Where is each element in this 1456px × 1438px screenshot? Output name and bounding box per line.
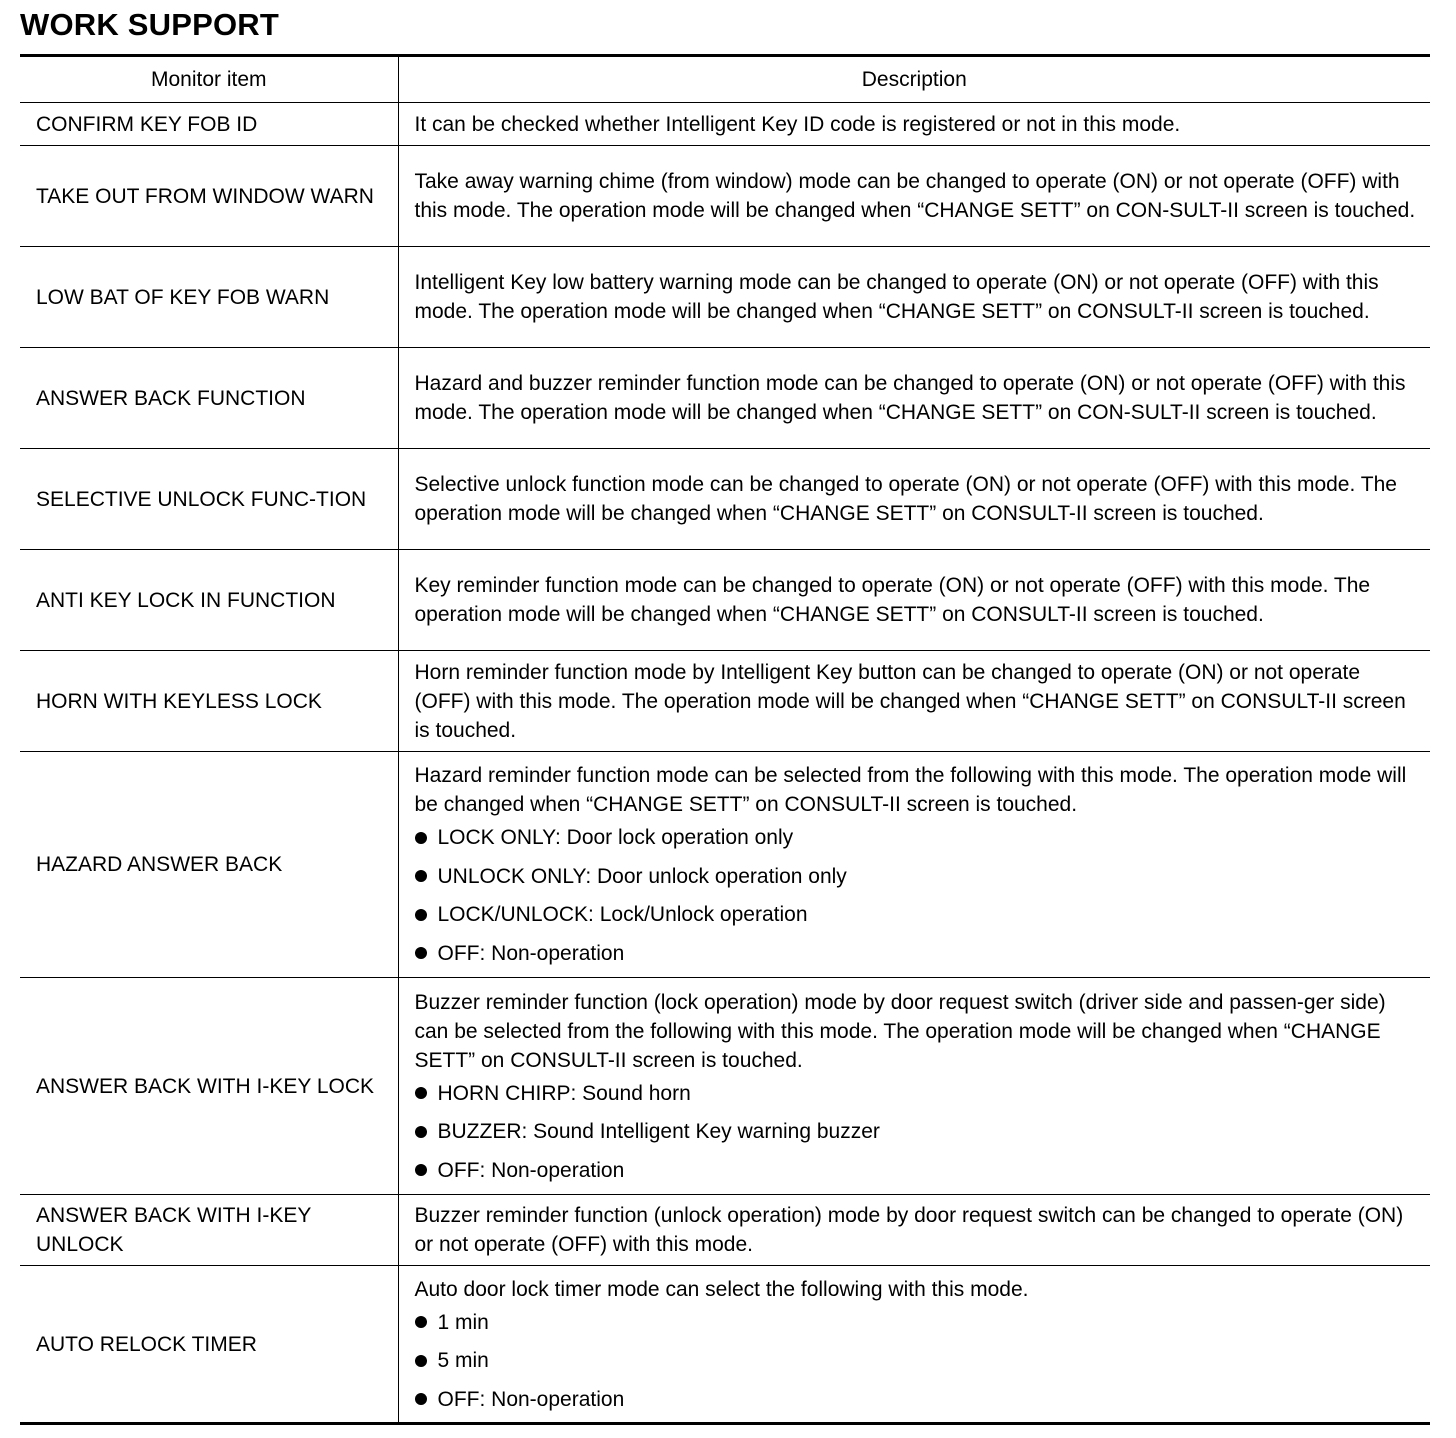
table-body xyxy=(20,103,1430,1424)
bullet-icon xyxy=(415,1164,427,1176)
description-cell xyxy=(398,103,1430,146)
description-cell xyxy=(398,146,1430,247)
description-text: Horn reminder function mode by Intelligent Key button can be changed to operate (ON) or not operate (OFF) with this mode. The operation mode will be changed when “CHANGE SETT” on CONSULT-II screen is touched. xyxy=(414,660,1406,742)
list-item xyxy=(415,1079,1417,1108)
option-list xyxy=(415,1079,1417,1185)
list-item xyxy=(415,862,1417,891)
monitor-item-cell: ANTI KEY LOCK IN FUNCTION xyxy=(20,550,398,651)
table-row xyxy=(20,103,1430,146)
list-item xyxy=(415,1308,1417,1337)
table-row xyxy=(20,449,1430,550)
description-text: Buzzer reminder function (lock operation) mode by door request switch (driver side and passen-ger side) can be selected from the following with this mode. The operation mode will be changed when “CHANGE SETT” on CONSULT-II screen is touched. xyxy=(414,990,1386,1072)
list-item xyxy=(415,1346,1417,1375)
monitor-item-cell: AUTO RELOCK TIMER xyxy=(20,1266,398,1424)
table-row xyxy=(20,348,1430,449)
table-row xyxy=(20,651,1430,752)
description-text: Buzzer reminder function (unlock operation) mode by door request switch can be changed to operate (ON) or not operate (OFF) with this mode. xyxy=(414,1204,1404,1256)
monitor-item-cell: ANSWER BACK WITH I-KEY UNLOCK xyxy=(20,1195,398,1266)
list-item xyxy=(415,1117,1417,1146)
monitor-item-cell: HAZARD ANSWER BACK xyxy=(20,752,398,978)
description-text: Key reminder function mode can be changed to operate (ON) or not operate (OFF) with this mode. The operation mode will be changed when “CHANGE SETT” on CONSULT-II screen is touched. xyxy=(414,574,1371,626)
description-cell xyxy=(398,449,1430,550)
monitor-item-cell: CONFIRM KEY FOB ID xyxy=(20,103,398,146)
monitor-item-cell: ANSWER BACK FUNCTION xyxy=(20,348,398,449)
column-header-monitor-item: Monitor item xyxy=(20,56,398,103)
list-item-text: OFF: Non-operation xyxy=(437,1158,625,1182)
list-item-text: 5 min xyxy=(437,1349,489,1372)
option-list xyxy=(415,823,1417,968)
description-cell xyxy=(398,978,1430,1195)
column-header-description: Description xyxy=(398,56,1430,103)
bullet-icon xyxy=(415,1316,427,1328)
bullet-icon xyxy=(415,1126,427,1138)
table-header-row xyxy=(20,56,1430,103)
monitor-item-cell: ANSWER BACK WITH I-KEY LOCK xyxy=(20,978,398,1195)
description-cell xyxy=(398,1266,1430,1424)
table-row xyxy=(20,550,1430,651)
table-row xyxy=(20,978,1430,1195)
description-text: It can be checked whether Intelligent Key ID code is registered or not in this mode. xyxy=(414,112,1181,136)
description-text: Hazard reminder function mode can be selected from the following with this mode. The operation mode will be changed when “CHANGE SETT” on CONSULT-II screen is touched. xyxy=(414,764,1407,817)
list-item-text: HORN CHIRP: Sound horn xyxy=(437,1081,691,1105)
list-item xyxy=(415,1385,1417,1414)
table-row xyxy=(20,247,1430,348)
monitor-item-cell: SELECTIVE UNLOCK FUNC-TION xyxy=(20,449,398,550)
list-item-text: OFF: Non-operation xyxy=(437,1387,625,1411)
table-row xyxy=(20,752,1430,978)
bullet-icon xyxy=(415,909,427,921)
bullet-icon xyxy=(415,1087,427,1099)
list-item xyxy=(415,939,1417,968)
description-text: Selective unlock function mode can be changed to operate (ON) or not operate (OFF) with this mode. The operation mode will be changed when “CHANGE SETT” on CONSULT-II screen is touched. xyxy=(414,473,1397,525)
description-text: Intelligent Key low battery warning mode can be changed to operate (ON) or not operate (OFF) with this mode. The operation mode will be changed when “CHANGE SETT” on CONSULT-II screen is touched. xyxy=(414,271,1379,323)
list-item-text: BUZZER: Sound Intelligent Key warning buzzer xyxy=(437,1120,880,1143)
list-item xyxy=(415,900,1417,929)
description-cell xyxy=(398,348,1430,449)
description-text: Take away warning chime (from window) mode can be changed to operate (ON) or not operate (OFF) with this mode. The operation mode will be changed when “CHANGE SETT” on CON-SULT-II screen is touched. xyxy=(414,170,1416,222)
table-row xyxy=(20,146,1430,247)
description-cell xyxy=(398,247,1430,348)
table-row xyxy=(20,1195,1430,1266)
list-item-text: UNLOCK ONLY: Door unlock operation only xyxy=(437,864,847,888)
monitor-item-cell: LOW BAT OF KEY FOB WARN xyxy=(20,247,398,348)
monitor-item-cell: HORN WITH KEYLESS LOCK xyxy=(20,651,398,752)
description-cell xyxy=(398,651,1430,752)
list-item-text: OFF: Non-operation xyxy=(437,941,625,965)
list-item xyxy=(415,1156,1417,1185)
work-support-table xyxy=(20,54,1430,1425)
description-cell xyxy=(398,1195,1430,1266)
table-row xyxy=(20,1266,1430,1424)
bullet-icon xyxy=(415,870,427,882)
list-item-text: 1 min xyxy=(437,1310,489,1334)
description-text: Auto door lock timer mode can select the following with this mode. xyxy=(414,1277,1029,1301)
option-list xyxy=(415,1308,1417,1414)
description-cell xyxy=(398,752,1430,978)
list-item xyxy=(415,823,1417,852)
list-item-text: LOCK/UNLOCK: Lock/Unlock operation xyxy=(437,903,808,927)
description-cell xyxy=(398,550,1430,651)
section-title: WORK SUPPORT xyxy=(20,7,280,42)
bullet-icon xyxy=(415,1393,427,1405)
list-item-text: LOCK ONLY: Door lock operation only xyxy=(437,826,794,850)
description-text: Hazard and buzzer reminder function mode can be changed to operate (ON) or not operate (OFF) with this mode. The operation mode will be changed when “CHANGE SETT” on CON-SULT-II screen is touched. xyxy=(414,372,1406,424)
bullet-icon xyxy=(415,947,427,959)
monitor-item-cell: TAKE OUT FROM WINDOW WARN xyxy=(20,146,398,247)
bullet-icon xyxy=(415,1355,427,1367)
bullet-icon xyxy=(415,832,427,844)
